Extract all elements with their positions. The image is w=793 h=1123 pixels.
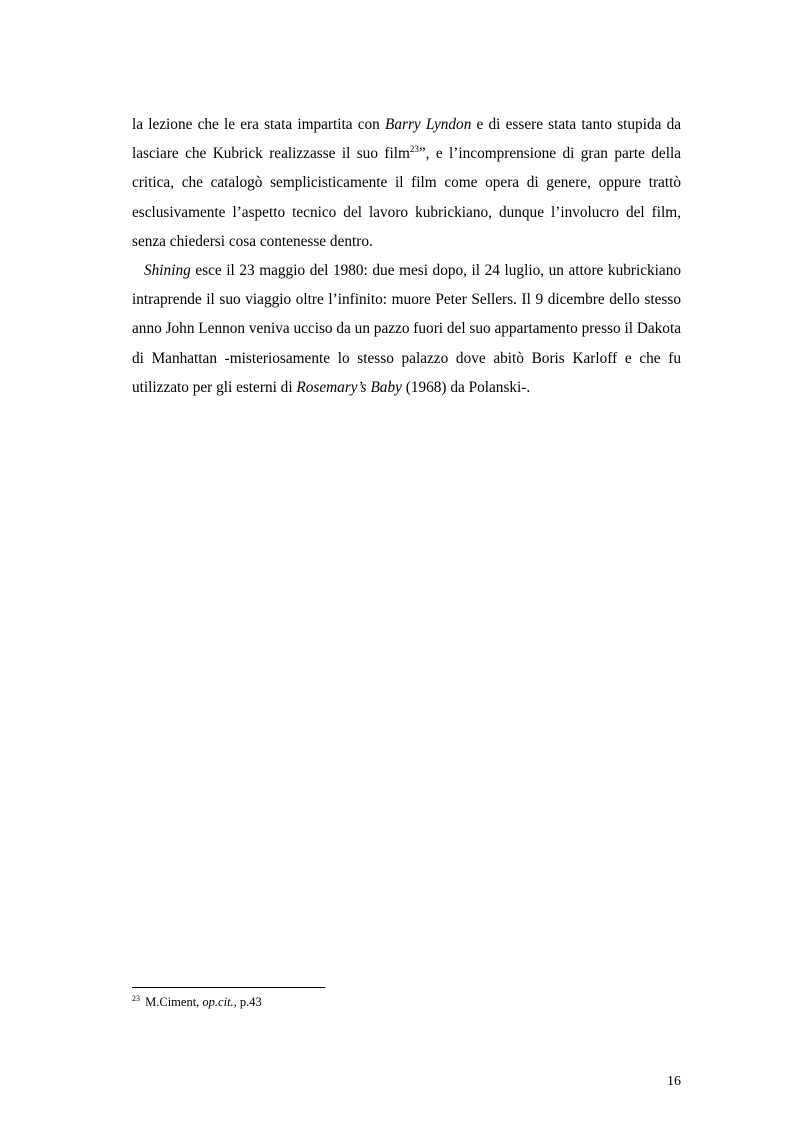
paragraph-1 <box>132 110 681 256</box>
film-title-barry-lyndon: Barry Lyndon <box>385 116 472 133</box>
paragraph-1-text-b: e di essere stata tanto stupida da lasciare che Kubrick realizzasse il suo film <box>132 116 682 163</box>
footnote-author: M.Ciment, <box>142 995 203 1009</box>
film-title-rosemarys-baby: Rosemary’s Baby <box>296 378 402 396</box>
footnote-source: op.cit., <box>202 995 237 1009</box>
paragraph-2 <box>132 256 681 402</box>
page-number: 16 <box>667 1074 681 1089</box>
footnote <box>132 994 262 1010</box>
footnote-divider <box>132 987 325 988</box>
footnote-number: 23 <box>132 994 140 1003</box>
paragraph-1-text-a: la lezione che le era stata impartita con <box>132 116 386 133</box>
paragraph-1-text-c: ”, e l’incomprensione di gran parte della critica, che catalogò semplicisticamente il film come opera di genere, oppure trattò esclusivamente l’aspetto tecnico del lavoro kubrickiano, dunque l’involucro del film, senza chiedersi cosa contenesse dentro. <box>132 145 682 250</box>
body-text <box>132 110 681 402</box>
film-title-shining: Shining <box>144 262 191 280</box>
paragraph-2-text-a: esce il 23 maggio del 1980: due mesi dopo, il 24 luglio, un attore kubrickiano intraprende il suo viaggio oltre l’infinito: muore Peter Sellers. Il 9 dicembre dello stesso anno John Lennon veniva ucciso da un pazzo fuori del suo appartamento presso il Dakota di Manhattan -misteriosamente lo stesso palazzo dove abitò Boris Karloff e che fu utilizzato per gli esterni di <box>132 262 681 396</box>
paragraph-2-text-b: (1968) da Polanski-. <box>401 378 531 396</box>
footnote-reference[interactable]: 23 <box>409 144 419 155</box>
footnote-page: p.43 <box>236 995 262 1009</box>
